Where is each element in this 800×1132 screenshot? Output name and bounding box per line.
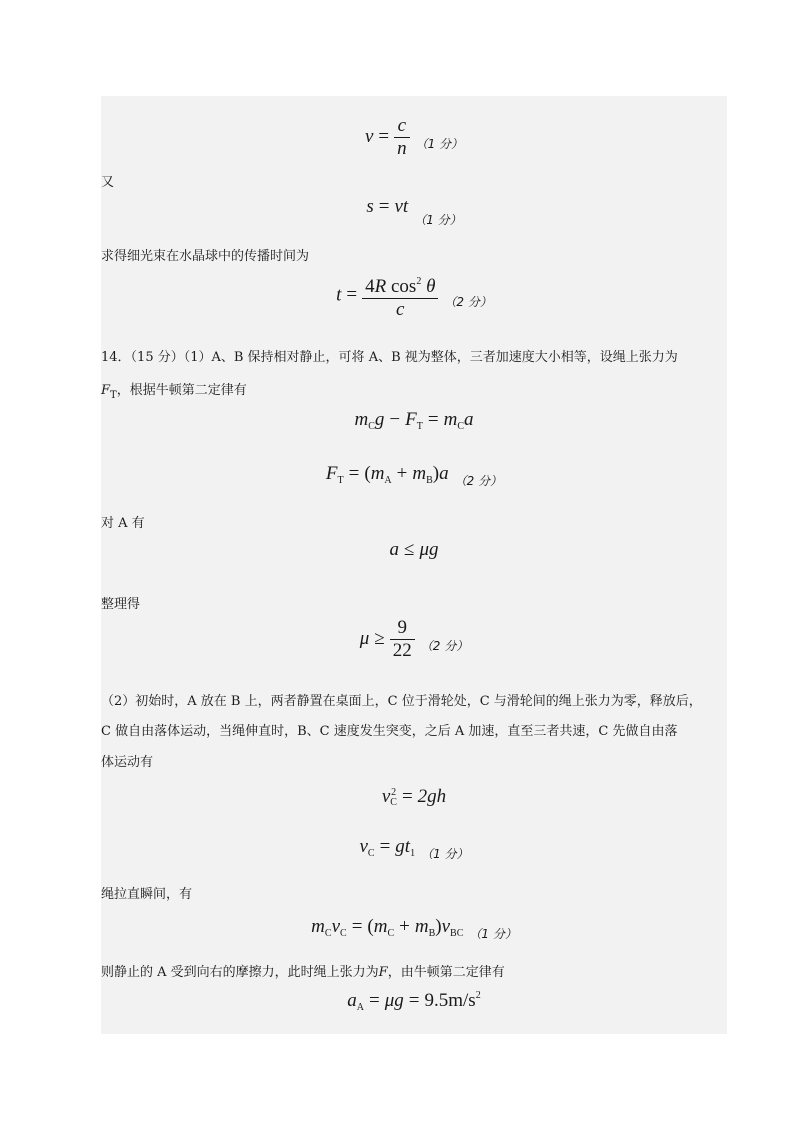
equation-free-fall-vt: $v_C = gt_1$ $_{(1 分)}$	[359, 836, 469, 861]
equation-speed: v = $\frac{c}{n}$ $_{(1 分)}$	[364, 115, 464, 159]
text-you: 又	[101, 175, 115, 190]
part-2-line-2: C 做自由落体运动，当绳伸直时，B、C 速度发生突变，之后 A 加速，直至三者共速，C 先做自由落	[101, 724, 678, 739]
text-rope-straighten: 绳拉直瞬间，有	[101, 887, 193, 902]
equation-newton-ab: $F_T = (m_A + m_B)a$ $_{(2 分)}$	[325, 463, 503, 488]
equation-friction-limit: a ≤ μg	[389, 539, 439, 560]
text-propagation-time: 求得细光束在水晶球中的传播时间为	[101, 249, 310, 264]
equation-momentum: $m_Cv_C = (m_C + m_B)v_{BC}$ $_{(1 分)}$	[311, 916, 517, 941]
equation-acceleration-a: $a_A = \mu g = 9.5m/s^2$	[347, 990, 481, 1013]
equation-free-fall-v2: v 2 C = 2gh	[381, 786, 447, 808]
text-friction-direction: 则静止的 A 受到向右的摩擦力，此时绳上张力为F，由牛顿第二定律有	[101, 965, 505, 980]
equation-distance: $s = vt_{(1 分)}$	[366, 196, 462, 227]
equation-newton-c: $m_Cg - F_T = m_Ca$	[354, 409, 474, 432]
part-2-line-3: 体运动有	[101, 755, 154, 770]
problem-14-line-1: 14．（15 分）（1）A、B 保持相对静止，可将 A、B 视为整体，三者加速度大小相等，设绳上张力为	[101, 350, 678, 365]
equation-time: t = $\frac{4R \cos^2 \theta}{c}$ $_{(2 分)}$	[101, 272, 727, 320]
text-rearranged: 整理得	[101, 597, 141, 612]
document-page	[101, 96, 727, 1034]
problem-14-line-2: $F_T$，根据牛顿第二定律有	[101, 383, 247, 401]
equation-mu-result: μ ≥ $\frac{9}{22}$ $_{(2 分)}$	[359, 617, 469, 661]
part-2-line-1: （2）初始时，A 放在 B 上，两者静置在桌面上，C 位于滑轮处，C 与滑轮间的绳上张力为零，释放后，	[101, 694, 702, 709]
text-for-a: 对 A 有	[101, 516, 145, 531]
